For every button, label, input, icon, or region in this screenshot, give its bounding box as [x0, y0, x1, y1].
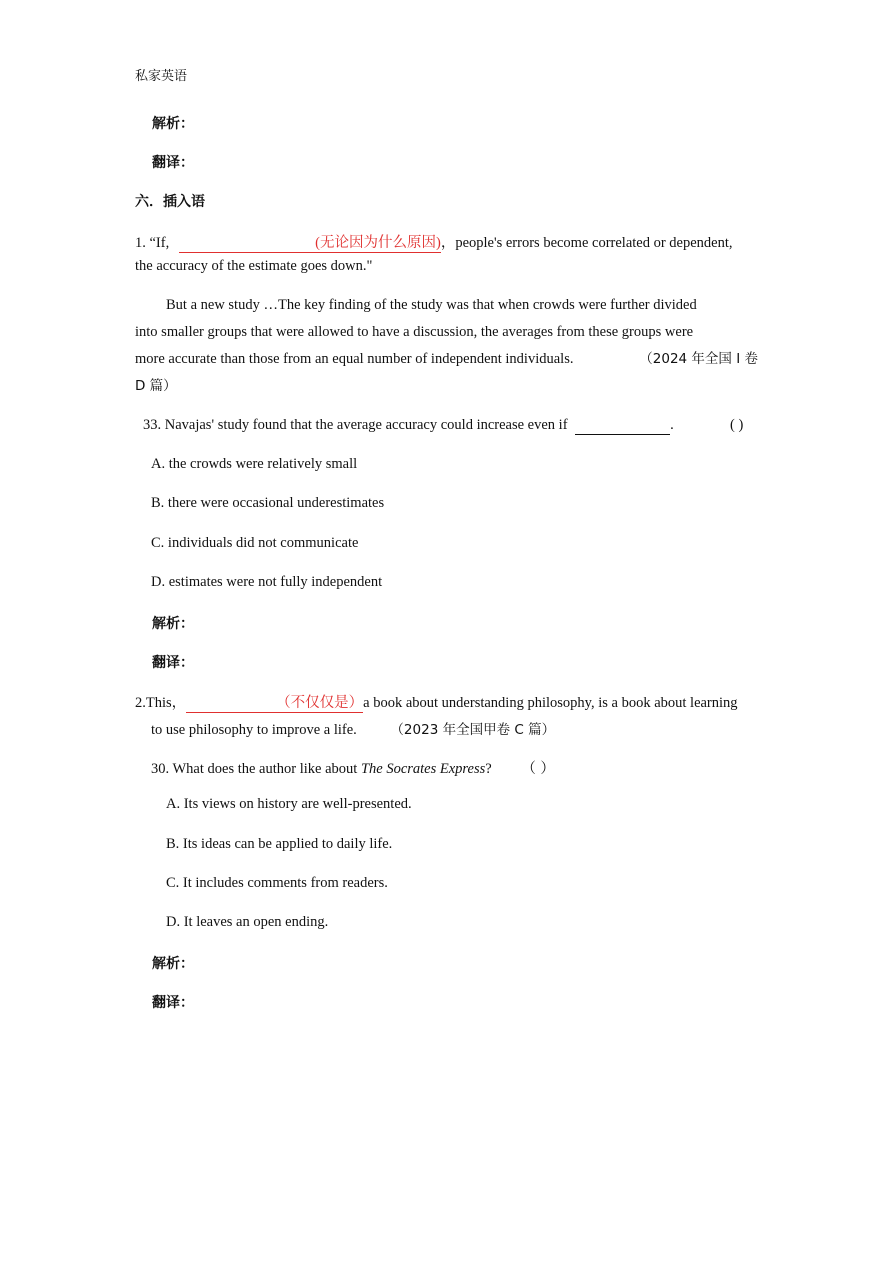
item1-option-a: A. the crowds were relatively small	[151, 456, 358, 472]
item2-rest: a book about understanding philosophy, is a book about learning	[363, 695, 738, 711]
item1-rest: ，people's errors become correlated or dependent,	[440, 235, 733, 251]
item1-translation-label: 翻译：	[152, 655, 194, 671]
item2-option-c: C. It includes comments from readers.	[166, 875, 388, 891]
item1-question-blank	[575, 417, 670, 435]
item2-question-title: The Socrates Express	[360, 761, 486, 777]
passage-line2: into smaller groups that were allowed to have a discussion, the averages from these groups were	[135, 324, 694, 340]
item2-sentence-line1	[135, 691, 738, 713]
item2-question-post: ?	[485, 761, 492, 777]
item2-answer: （不仅仅是）	[276, 695, 364, 711]
item1-question	[143, 417, 674, 435]
item1-option-d: D. estimates were not fully independent	[151, 574, 383, 590]
passage-line1: But a new study …The key finding of the study was that when crowds were further divided	[166, 297, 697, 313]
analysis-label: 解析：	[152, 116, 194, 132]
passage-line3-text: more accurate than those from an equal number of independent individuals.	[135, 351, 574, 367]
item1-source: （2024 年全国 I 卷	[639, 351, 758, 367]
item1-prefix: 1. “If,	[135, 235, 170, 251]
item2-line2: to use philosophy to improve a life.	[151, 722, 357, 738]
item2-question	[151, 757, 555, 778]
section-title: 六．插入语	[135, 194, 205, 210]
translation-label: 翻译：	[152, 155, 194, 171]
item1-answer-bracket: ( )	[730, 417, 744, 433]
item2-source: （2023 年全国甲卷 C 篇）	[390, 722, 556, 738]
item1-sentence-line2: the accuracy of the estimate goes down."	[135, 258, 373, 274]
item2-option-b: B. Its ideas can be applied to daily life.	[166, 836, 393, 852]
item2-option-d: D. It leaves an open ending.	[166, 914, 329, 930]
passage-line3	[135, 346, 758, 373]
item1-passage	[135, 292, 758, 400]
item2-answer-bracket: （ ）	[521, 761, 555, 777]
item2-analysis-label: 解析：	[152, 956, 194, 972]
item1-question-text: 33. Navajas' study found that the average accuracy could increase even if	[143, 417, 568, 433]
item2-question-pre: 30. What does the author like about	[151, 761, 358, 777]
item2-sentence-line2	[151, 718, 555, 739]
item1-analysis-label: 解析：	[152, 616, 194, 632]
item2-prefix: 2.This，	[135, 695, 187, 711]
item1-answer: (无论因为什么原因)	[315, 235, 441, 251]
item1-option-b: B. there were occasional underestimates	[151, 495, 385, 511]
item2-translation-label: 翻译：	[152, 995, 194, 1011]
item2-answer-blank	[186, 691, 363, 713]
item1-answer-blank	[179, 231, 441, 253]
item1-question-end: .	[670, 417, 674, 433]
item1-sentence-line1	[135, 231, 733, 253]
item1-source-line2: D 篇）	[135, 378, 177, 394]
page-header: 私家英语	[135, 69, 188, 84]
item1-option-c: C. individuals did not communicate	[151, 535, 359, 551]
item2-option-a: A. Its views on history are well-presented.	[166, 796, 412, 812]
